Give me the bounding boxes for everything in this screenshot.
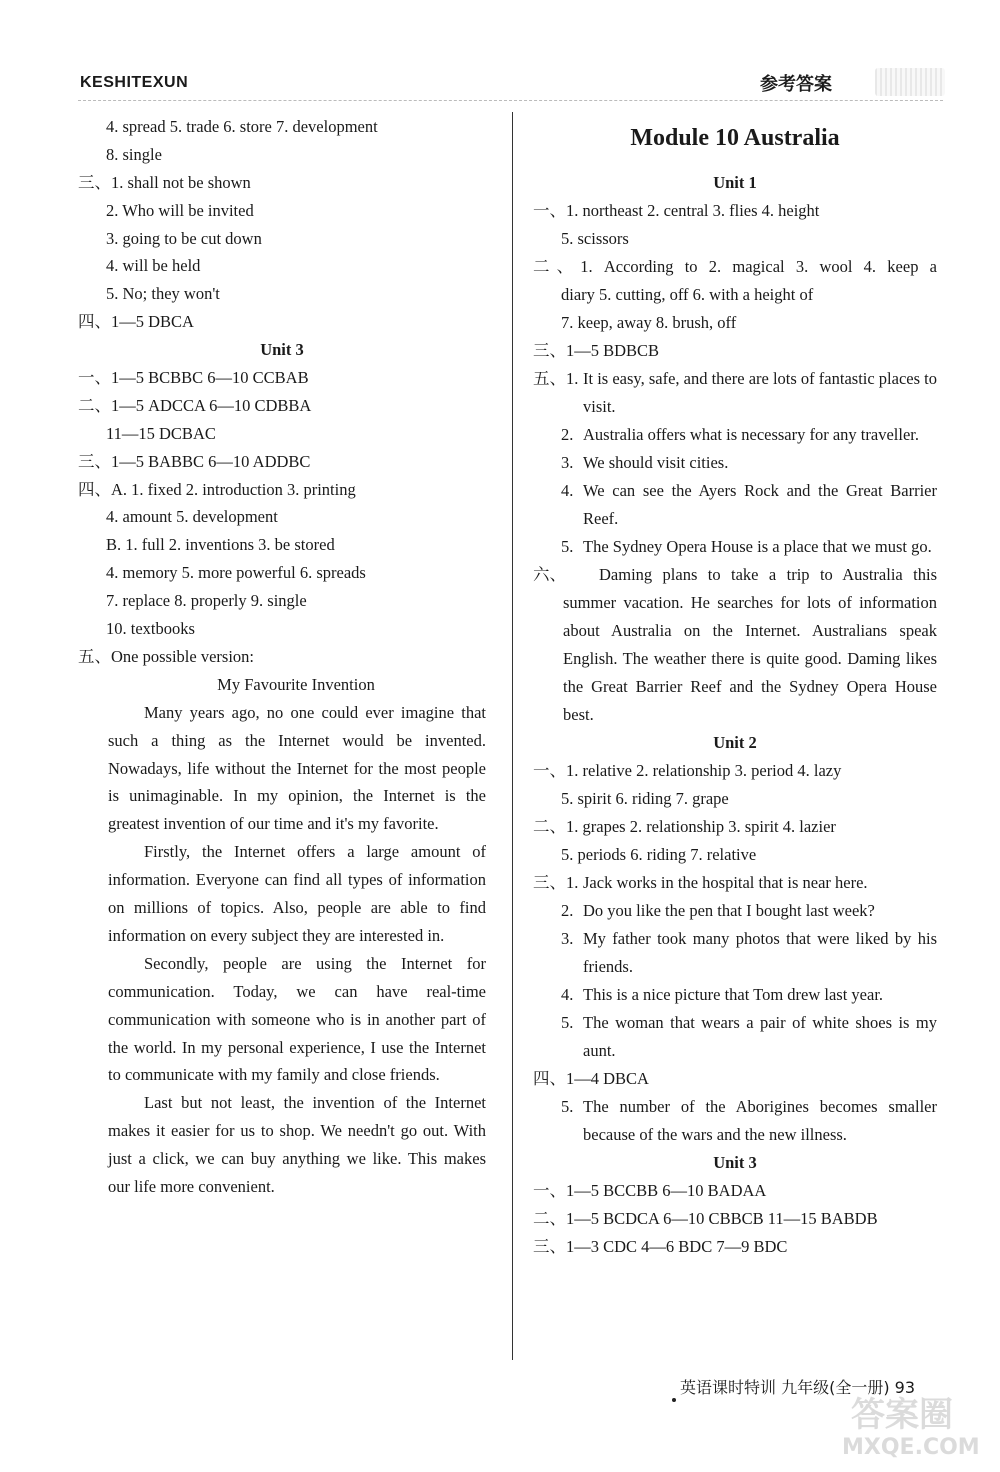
item-text: We can see the Ayers Rock and the Great Barrier Reef. — [583, 481, 937, 528]
header-title: 参考答案 — [760, 74, 832, 95]
answer-line: 7. replace 8. properly 9. single — [106, 591, 307, 611]
answer-line: 4. amount 5. development — [106, 507, 278, 527]
essay-paragraph: Secondly, people are using the Internet for communication. Today, we can have real-time communication with someone who is in another part of the world. In my personal experience, I use the Internet to communicate with my family and close friends. — [108, 953, 486, 1085]
answer-line: 三、1. shall not be shown — [78, 172, 251, 192]
header-brand: KESHITEXUN — [80, 74, 189, 91]
right-column — [533, 113, 937, 1261]
answer-line: B. 1. full 2. inventions 3. be stored — [106, 535, 335, 555]
unit2-heading: Unit 2 — [713, 733, 757, 752]
answer-line: 二、1. According to 2. magical 3. wool 4. keep a — [533, 257, 937, 276]
answer-line: 4. will be held — [106, 256, 201, 276]
watermark-line1: 答案圈 — [851, 1395, 953, 1435]
answer-line: 四、1—5 DBCA — [78, 312, 194, 332]
answer-line: 三、1—3 CDC 4—6 BDC 7—9 BDC — [533, 1237, 788, 1256]
answer-line: 4. spread 5. trade 6. store 7. development — [106, 117, 378, 136]
answer-line: 五、One possible version: — [78, 646, 254, 666]
answer-line: 11—15 DCBAC — [106, 423, 216, 443]
footer-text: 英语课时特训 九年级(全一册) 93 — [680, 1378, 916, 1397]
unit3-lines — [533, 1177, 937, 1261]
item-number: 4. — [561, 481, 574, 500]
item-text: The woman that wears a pair of white shoes is my aunt. — [583, 1013, 937, 1060]
answer-line: 三、1—5 BABBC 6—10 ADDBC — [78, 451, 311, 471]
numbered-item — [533, 421, 937, 449]
numbered-item — [533, 449, 937, 477]
answer-line: 四、A. 1. fixed 2. introduction 3. printing — [78, 479, 356, 499]
unit1-section6 — [533, 561, 937, 729]
item-text: We should visit cities. — [583, 453, 729, 472]
column-divider — [512, 112, 513, 1360]
answer-line: 10. textbooks — [106, 619, 195, 639]
left-answer-lines — [78, 113, 486, 671]
item-text: Australia offers what is necessary for any traveller. — [583, 425, 919, 444]
numbered-item — [533, 365, 937, 421]
unit1-section5 — [533, 365, 937, 561]
unit2-section4: 四、1—4 DBCA — [533, 1069, 649, 1088]
header-decoration — [875, 68, 945, 96]
answer-line: 一、1. relative 2. relationship 3. period 4. lazy — [533, 761, 842, 780]
item-number: 3. — [561, 453, 574, 472]
answer-line: 三、1—5 BDBCB — [533, 341, 660, 360]
item-number: 5. — [561, 1013, 574, 1032]
answer-line: 二、1. grapes 2. relationship 3. spirit 4. lazier — [533, 817, 836, 836]
answer-line: 4. memory 5. more powerful 6. spreads — [106, 563, 366, 583]
numbered-item — [533, 869, 937, 897]
numbered-item — [533, 925, 937, 981]
answer-line: 二、1—5 BCDCA 6—10 CBBCB 11—15 BABDB — [533, 1209, 878, 1228]
unit2-section3 — [533, 869, 937, 1065]
essay-paragraph: Many years ago, no one could ever imagine that such a thing as the Internet would be invented. Nowadays, life without the Internet for the most people is unimaginable. In my opinion, the Internet is the greatest invention of our time and it's my favorite. — [108, 702, 486, 834]
answer-line: 5. periods 6. riding 7. relative — [561, 845, 757, 864]
item-text: The number of the Aborigines becomes smaller because of the wars and the new illness. — [583, 1097, 937, 1144]
unit2-section4-item5 — [533, 1093, 937, 1149]
item-text: Do you like the pen that I bought last week? — [583, 901, 875, 920]
unit1-heading: Unit 1 — [713, 173, 757, 192]
item-number: 5. — [561, 537, 574, 556]
numbered-item — [533, 981, 937, 1009]
answer-line: 二、1—5 ADCCA 6—10 CDBBA — [78, 395, 312, 415]
section6-label: 六、 — [533, 565, 566, 584]
answer-line: diary 5. cutting, off 6. with a height of — [561, 285, 814, 304]
header-rule — [78, 100, 943, 101]
numbered-item — [533, 533, 937, 561]
item-number: 4. — [561, 985, 574, 1004]
item-text: Jack works in the hospital that is near here. — [583, 873, 868, 892]
watermark-line2: MXQE.COM — [842, 1435, 980, 1460]
unit3-heading: Unit 3 — [713, 1153, 757, 1172]
numbered-item — [533, 1009, 937, 1065]
answer-line: 3. going to be cut down — [106, 228, 262, 248]
item-number: 2. — [561, 425, 574, 444]
item-number: 3. — [561, 929, 574, 948]
answer-line: 5. scissors — [561, 229, 629, 248]
answer-line: 8. single — [106, 144, 162, 164]
answer-line: 一、1—5 BCBBC 6—10 CCBAB — [78, 368, 309, 388]
unit2-lines — [533, 757, 937, 869]
item-text: It is easy, safe, and there are lots of fantastic places to visit. — [583, 369, 937, 416]
answer-line: 一、1. northeast 2. central 3. flies 4. height — [533, 201, 820, 220]
essay-paragraph: Firstly, the Internet offers a large amount of information. Everyone can find all types of information on millions of topics. Also, people are able to find information on every subject they are interested in. — [108, 842, 486, 945]
essay-paragraph: Last but not least, the invention of the Internet makes it easier for us to shop. We needn't go out. With just a click, we can buy anything we like. This makes our life more convenient. — [108, 1093, 486, 1197]
essay-title: My Favourite Invention — [217, 674, 375, 694]
section6-text: Daming plans to take a trip to Australia this summer vacation. He searches for lots of information about Australia on the Internet. Australians speak English. The weather there is quite good. Daming likes the Great Barrier Reef and the Sydney Opera House best. — [563, 565, 937, 724]
answer-line: 一、1—5 BCCBB 6—10 BADAA — [533, 1181, 767, 1200]
watermark-logo — [842, 1395, 980, 1465]
item-number: 三、1. — [533, 873, 579, 892]
answer-line: 5. No; they won't — [106, 284, 220, 304]
answer-line: Unit 3 — [260, 340, 304, 360]
answer-line: 5. spirit 6. riding 7. grape — [561, 789, 729, 808]
item-text: My father took many photos that were liked by his friends. — [583, 929, 937, 976]
numbered-item — [533, 897, 937, 925]
answer-line: 7. keep, away 8. brush, off — [561, 313, 737, 332]
item-text: This is a nice picture that Tom drew last year. — [583, 985, 884, 1004]
item-text: The Sydney Opera House is a place that we must go. — [583, 537, 932, 556]
footer-dot — [672, 1398, 676, 1402]
item-number: 2. — [561, 901, 574, 920]
essay-body — [78, 699, 486, 1201]
item-number: 5. — [561, 1097, 574, 1116]
left-column — [78, 113, 486, 1201]
numbered-item — [533, 477, 937, 533]
module-title: Module 10 Australia — [630, 125, 840, 151]
unit1-lines — [533, 197, 937, 365]
item-number: 五、1. — [533, 369, 579, 388]
answer-line: 2. Who will be invited — [106, 200, 254, 220]
